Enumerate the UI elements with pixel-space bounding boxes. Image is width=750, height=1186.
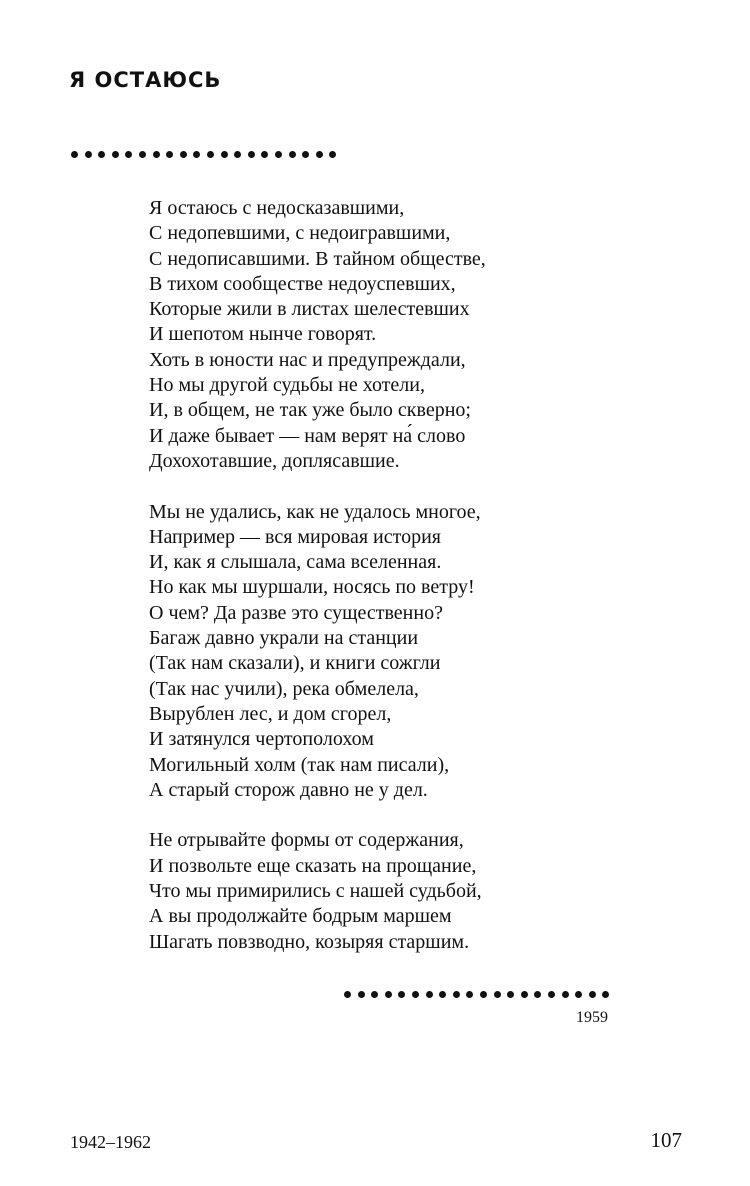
poem-line: И шепотом нынче говорят. <box>149 323 377 346</box>
separator-dot <box>439 991 446 998</box>
poem-year: 1959 <box>576 1009 608 1026</box>
poem-line: И, в общем, не так уже было скверно; <box>149 399 471 422</box>
separator-dot <box>602 991 609 998</box>
poem-line: И затянулся чертополохом <box>149 728 374 751</box>
separator-dot <box>453 991 460 998</box>
separator-dot <box>548 991 555 998</box>
poem-line: Которые жили в листах шелестевших <box>149 298 470 321</box>
footer-years-range: 1942–1962 <box>70 1132 151 1152</box>
separator-dot <box>153 151 160 158</box>
poem-body <box>149 196 486 980</box>
separator-dot <box>575 991 582 998</box>
separator-dot <box>261 151 268 158</box>
separator-dot <box>385 991 392 998</box>
separator-dot <box>358 991 365 998</box>
poem-line: Но как мы шуршали, носясь по ветру! <box>149 576 475 599</box>
poem-line: С недописавшими. В тайном обществе, <box>149 247 486 270</box>
separator-dot <box>193 151 200 158</box>
separator-dot <box>398 991 405 998</box>
separator-dot <box>98 151 105 158</box>
separator-dot <box>289 151 296 158</box>
poem-line: И позвольте еще сказать на прощание, <box>149 854 477 877</box>
poem-line: Дохохотавшие, доплясавшие. <box>149 449 400 472</box>
separator-dot <box>371 991 378 998</box>
poem-line: Багаж давно украли на станции <box>149 627 419 650</box>
separator-dot <box>426 991 433 998</box>
separator-dot <box>466 991 473 998</box>
poem-line: Но мы другой судьбы не хотели, <box>149 374 425 397</box>
separator-dot <box>521 991 528 998</box>
separator-dot <box>221 151 228 158</box>
poem-line: Шагать повзводно, козыряя старшим. <box>149 930 470 953</box>
poem-stanza <box>149 196 486 474</box>
poem-line: И даже бывает — нам верят на́ слово <box>149 424 466 447</box>
poem-line: Я остаюсь с недосказавшими, <box>149 197 405 219</box>
poem-line: Могильный холм (так нам писали), <box>149 753 450 776</box>
poem-line: Что мы примирились с нашей судьбой, <box>149 880 482 903</box>
separator-dot <box>71 151 78 158</box>
poem-line: О чем? Да разве это существенно? <box>149 601 443 624</box>
separator-dot <box>275 151 282 158</box>
separator-dot <box>329 151 336 158</box>
separator-dot <box>480 991 487 998</box>
poem-line: В тихом сообществе недоуспевших, <box>149 272 456 295</box>
separator-dot <box>562 991 569 998</box>
separator-dot <box>248 151 255 158</box>
poem-line: С недопевшими, с недоигравшими, <box>149 222 451 245</box>
separator-dot <box>589 991 596 998</box>
separator-dot <box>494 991 501 998</box>
poem-stanza <box>149 500 486 804</box>
separator-dot <box>139 151 146 158</box>
poem-line: Хоть в юности нас и предупреждали, <box>149 348 466 371</box>
separator-dot <box>316 151 323 158</box>
separator-dot <box>507 991 514 998</box>
poem-line: (Так нам сказали), и книги сожгли <box>149 652 441 675</box>
separator-dot <box>234 151 241 158</box>
poem-line: Не отрывайте формы от содержания, <box>149 829 464 852</box>
poem-title: Я ОСТАЮСЬ <box>69 68 222 92</box>
poem-line: (Так нас учили), река обмелела, <box>149 677 419 700</box>
separator-dot <box>112 151 119 158</box>
poem-line: А старый сторож давно не у дел. <box>149 778 428 801</box>
separator-dot <box>180 151 187 158</box>
separator-dot <box>412 991 419 998</box>
poem-stanza <box>149 828 486 954</box>
separator-dot <box>166 151 173 158</box>
poem-line: Мы не удались, как не удалось многое, <box>149 500 481 523</box>
separator-dot <box>125 151 132 158</box>
top-dot-separator <box>71 150 336 158</box>
poem-line: Например — вся мировая история <box>149 525 441 548</box>
page-number: 107 <box>650 1128 682 1152</box>
separator-dot <box>302 151 309 158</box>
separator-dot <box>534 991 541 998</box>
separator-dot <box>207 151 214 158</box>
poem-line: Вырублен лес, и дом сгорел, <box>149 702 392 725</box>
separator-dot <box>85 151 92 158</box>
poem-line: И, как я слышала, сама вселенная. <box>149 551 442 574</box>
poem-line: А вы продолжайте бодрым маршем <box>149 905 452 928</box>
separator-dot <box>344 991 351 998</box>
bottom-dot-separator <box>344 990 609 998</box>
